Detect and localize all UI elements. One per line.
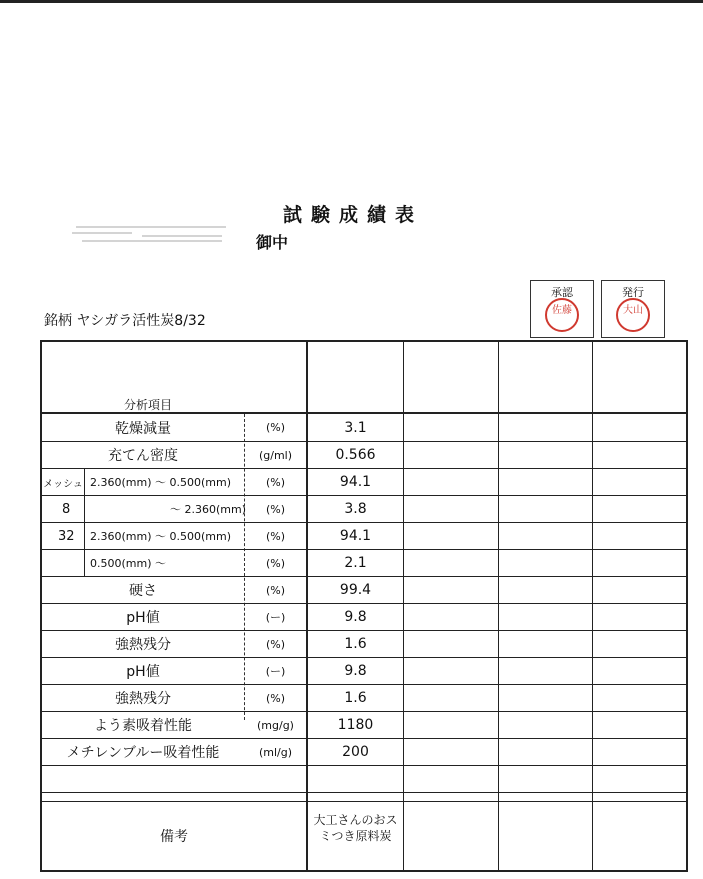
row-unit: (%) bbox=[265, 529, 286, 543]
row-value: 94.1 bbox=[339, 474, 372, 490]
remarks-line-1: 大工さんのおス bbox=[313, 813, 398, 827]
row-value: 200 bbox=[342, 744, 369, 760]
row-value: 2.1 bbox=[344, 555, 367, 571]
row-item-ph: pH値 bbox=[126, 664, 160, 680]
remarks-value bbox=[308, 812, 403, 844]
row-item-hardness: 硬さ bbox=[129, 583, 157, 599]
row-value: 9.8 bbox=[344, 609, 367, 625]
issue-stamp-box bbox=[601, 280, 665, 338]
row-unit: (ー) bbox=[265, 611, 286, 624]
row-value: 99.4 bbox=[339, 582, 372, 598]
row-value: 1180 bbox=[337, 717, 374, 733]
row-unit: (%) bbox=[265, 583, 286, 597]
row-item-mesh-range: 0.500(mm) ～ bbox=[90, 557, 167, 570]
recipient-suffix: 御中 bbox=[256, 233, 289, 252]
approval-label: 承認 bbox=[551, 286, 573, 299]
row-item-iodine-adsorption: よう素吸着性能 bbox=[94, 718, 192, 734]
row-value: 1.6 bbox=[344, 690, 367, 706]
product-label: 銘柄 ヤシガラ活性炭8/32 bbox=[44, 313, 206, 329]
row-value: 3.8 bbox=[344, 501, 367, 517]
approval-seal: 佐藤 bbox=[545, 298, 579, 332]
recipient-name-redacted bbox=[72, 222, 232, 244]
row-item-mesh-range: ～ 2.360(mm) bbox=[170, 503, 247, 516]
mesh-prefix: メッシュ bbox=[43, 478, 83, 490]
row-unit: (%) bbox=[265, 691, 286, 705]
issue-seal: 大山 bbox=[616, 298, 650, 332]
analysis-item-header: 分析項目 bbox=[124, 398, 173, 412]
row-unit: (mg/g) bbox=[257, 718, 294, 732]
row-item-mesh-range: 2.360(mm) ～ 0.500(mm) bbox=[90, 476, 232, 489]
page-top-edge bbox=[0, 0, 703, 3]
row-value: 94.1 bbox=[339, 528, 372, 544]
row-value: 1.6 bbox=[344, 636, 367, 652]
remarks-line-2: ミつき原料炭 bbox=[319, 829, 392, 843]
mesh-prefix: 32 bbox=[58, 528, 75, 544]
row-unit: (%) bbox=[265, 502, 286, 516]
row-value: 9.8 bbox=[344, 663, 367, 679]
row-item-packing-density: 充てん密度 bbox=[108, 448, 178, 464]
document-title: 試験成績表 bbox=[283, 204, 424, 226]
row-unit: (%) bbox=[265, 421, 286, 434]
row-item-drying-loss: 乾燥減量 bbox=[115, 420, 171, 437]
mesh-prefix: 8 bbox=[62, 501, 71, 517]
row-unit: (%) bbox=[265, 475, 286, 489]
row-item-ph: pH値 bbox=[126, 610, 160, 626]
row-value: 3.1 bbox=[344, 419, 367, 436]
issue-label: 発行 bbox=[622, 286, 644, 299]
row-unit: (ー) bbox=[265, 665, 286, 678]
approval-stamp-box bbox=[530, 280, 594, 338]
row-item-mesh-range: 2.360(mm) ～ 0.500(mm) bbox=[90, 530, 232, 543]
row-unit: (%) bbox=[265, 637, 286, 651]
row-value: 0.566 bbox=[335, 447, 376, 463]
row-unit: (%) bbox=[265, 556, 286, 570]
row-item-methylene-blue: メチレンブルー吸着性能 bbox=[66, 745, 220, 761]
row-unit: (ml/g) bbox=[258, 745, 293, 759]
row-item-ignition-residue: 強熱残分 bbox=[115, 637, 171, 653]
remarks-label: 備考 bbox=[160, 829, 188, 845]
row-unit: (g/ml) bbox=[258, 448, 293, 462]
test-results-table bbox=[40, 340, 688, 872]
row-item-ignition-residue: 強熱残分 bbox=[115, 691, 171, 707]
